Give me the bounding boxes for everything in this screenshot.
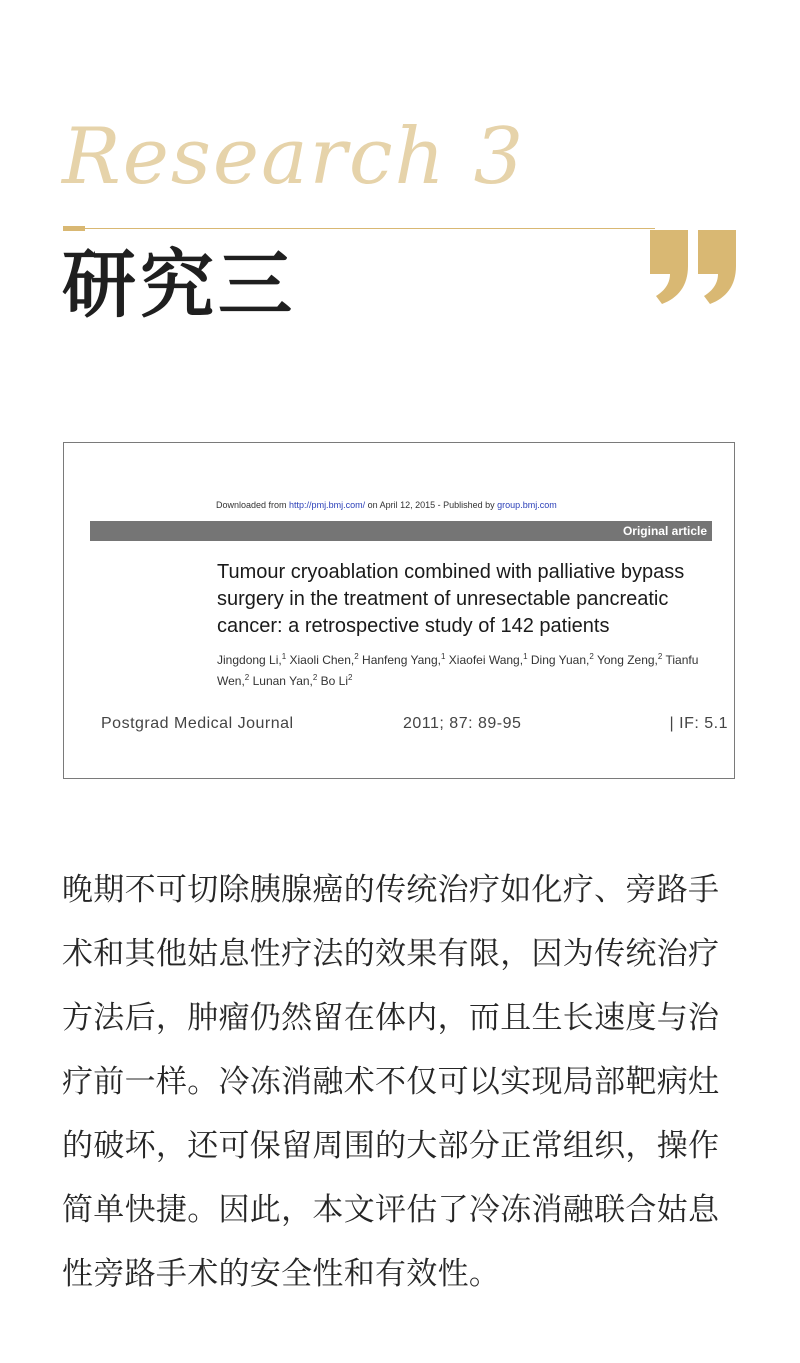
script-title: Research 3	[62, 112, 526, 202]
author-name: Bo Li	[320, 674, 349, 688]
author-affiliation: 2	[589, 652, 594, 661]
author-name: Hanfeng Yang,	[362, 653, 441, 667]
closing-quote-icon	[650, 230, 738, 304]
author-affiliation: 1	[281, 652, 287, 661]
author-affiliation: 2	[354, 652, 359, 661]
author-name: Tianfu Wen,	[217, 653, 699, 688]
author-affiliation: 2	[348, 673, 353, 682]
page-title: 研究三	[62, 242, 296, 328]
author-name: Xiaofei Wang,	[448, 653, 524, 667]
download-mid: on April 12, 2015 - Published by	[365, 500, 498, 510]
citation-impact-factor: | IF: 5.1	[669, 715, 728, 732]
author-name: Jingdong Li,	[217, 653, 282, 667]
title-rule-accent	[63, 226, 85, 231]
paper-authors	[217, 648, 722, 690]
section-label: Original article	[622, 524, 707, 538]
author-affiliation: 1	[441, 652, 446, 661]
download-url[interactable]: http://pmj.bmj.com/	[289, 500, 366, 510]
download-line	[216, 500, 557, 510]
author-name: Xiaoli Chen,	[289, 653, 355, 667]
download-prefix: Downloaded from	[216, 500, 290, 510]
author-name: Lunan Yan,	[252, 674, 313, 688]
citation-year: 2011; 87: 89-95	[403, 715, 522, 732]
author-affiliation: 2	[312, 673, 318, 682]
author-affiliation: 2	[657, 652, 663, 661]
author-name: Ding Yuan,	[530, 653, 590, 667]
body-paragraph: 晚期不可切除胰腺癌的传统治疗如化疗、旁路手术和其他姑息性疗法的效果有限，因为传统治疗方法后，肿瘤仍然留在体内，而且生长速度与治疗前一样。冷冻消融术不仅可以实现局部靶病灶的破坏，还可保留周围的大部分正常组织，操作简单快捷。因此，本文评估了冷冻消融联合姑息性旁路手术的安全性和有效性。	[62, 872, 720, 1292]
author-name: Yong Zeng,	[596, 653, 658, 667]
paper-title: Tumour cryoablation combined with palliative bypass surgery in the treatment of unresectable pancreatic cancer: a retrospective study of 142 patients	[217, 561, 685, 637]
author-affiliation: 2	[244, 673, 250, 682]
section-bar	[90, 521, 712, 541]
download-publisher[interactable]: group.bmj.com	[497, 500, 557, 510]
paper-card	[63, 442, 735, 779]
title-rule	[85, 228, 655, 229]
author-affiliation: 1	[523, 652, 528, 661]
citation-journal: Postgrad Medical Journal	[101, 715, 294, 732]
